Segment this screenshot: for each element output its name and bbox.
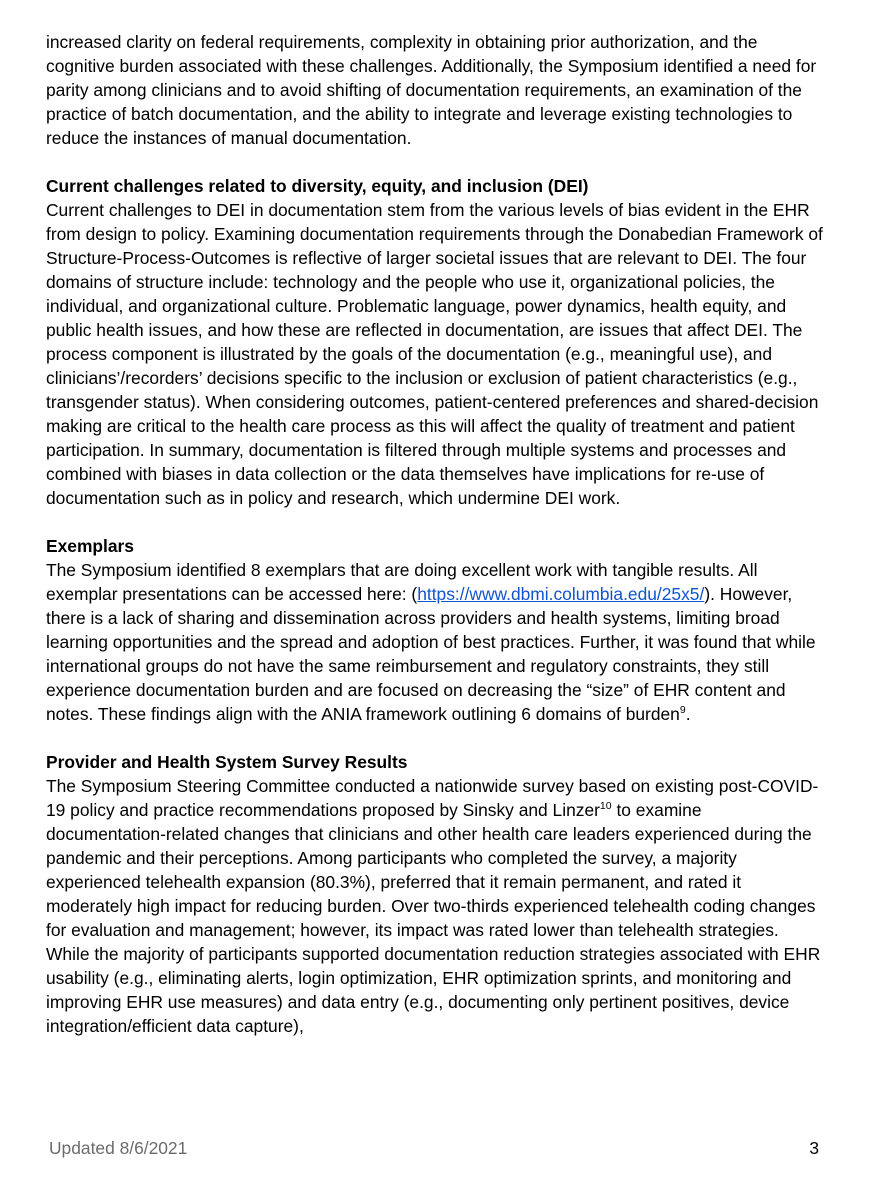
footer-updated-date: Updated 8/6/2021 bbox=[49, 1138, 188, 1158]
intro-paragraph: increased clarity on federal requirements, complexity in obtaining prior authorization, and the cognitive burden associated with these challenges. Additionally, the Symposium identified a need for parity among clinicians and to avoid shifting of documentation requirements, an examination of the practice of batch documentation, and the ability to integrate and leverage existing technologies to reduce the instances of manual documentation. bbox=[46, 32, 817, 148]
survey-heading: Provider and Health System Survey Results bbox=[46, 752, 408, 772]
survey-text-end: to examine documentation-related changes that clinicians and other health care leaders experienced during the pandemic and their perceptions. Among participants who completed the survey, a majority experienced telehealth expansion (80.3%), preferred that it remain permanent, and rated it moderately high impact for reducing burden. Over two-thirds experienced telehealth coding changes for evaluation and management; however, its impact was rated lower than telehealth strategies. While the majority of participants supported documentation reduction strategies associated with EHR usability (e.g., eliminating alerts, login optimization, EHR optimization sprints, and monitoring and improving EHR use measures) and data entry (e.g., documenting only pertinent positives, device integration/efficient data capture), bbox=[46, 800, 821, 1036]
survey-paragraph bbox=[46, 774, 826, 1038]
document-body bbox=[46, 30, 826, 1038]
exemplars-text-end: . bbox=[685, 704, 691, 724]
exemplars-link[interactable]: https://www.dbmi.columbia.edu/25x5/ bbox=[417, 584, 705, 604]
footnote-ref-10: 10 bbox=[599, 800, 612, 813]
page-number: 3 bbox=[809, 1138, 819, 1158]
exemplars-section bbox=[46, 534, 826, 726]
footnote-ref-9: 9 bbox=[679, 704, 686, 717]
survey-section bbox=[46, 750, 826, 1038]
dei-heading: Current challenges related to diversity, equity, and inclusion (DEI) bbox=[46, 176, 589, 196]
exemplars-text-middle: ). However, there is a lack of sharing and dissemination across providers and health systems, limiting broad learning opportunities and the spread and adoption of best practices. Further, it was found that while international groups do not have the same reimbursement and regulatory constraints, they still experience documentation burden and are focused on decreasing the “size” of EHR content and notes. These findings align with the ANIA framework outlining 6 domains of burden bbox=[46, 584, 816, 724]
dei-paragraph: Current challenges to DEI in documentation stem from the various levels of bias evident in the EHR from design to policy. Examining documentation requirements through the Donabedian Framework of Structure-Process-Outcomes is reflective of larger societal issues that are relevant to DEI. The four domains of structure include: technology and the people who use it, organizational policies, the individual, and organizational culture. Problematic language, power dynamics, health equity, and public health issues, and how these are reflected in documentation, are issues that affect DEI. The process component is illustrated by the goals of the documentation (e.g., meaningful use), and clinicians’/recorders’ decisions specific to the inclusion or exclusion of patient characteristics (e.g., transgender status). When considering outcomes, patient-centered preferences and shared-decision making are critical to the health care process as this will affect the quality of treatment and patient participation. In summary, documentation is filtered through multiple systems and processes and combined with biases in data collection or the data themselves have implications for re-use of documentation such as in policy and research, which undermine DEI work. bbox=[46, 200, 823, 508]
survey-text-start: The Symposium Steering Committee conducted a nationwide survey based on existing post-COVID-19 policy and practice recommendations proposed by Sinsky and Linzer bbox=[46, 776, 819, 820]
exemplars-heading: Exemplars bbox=[46, 536, 134, 556]
exemplars-paragraph bbox=[46, 558, 826, 726]
dei-section bbox=[46, 174, 826, 510]
exemplars-text-start: The Symposium identified 8 exemplars that are doing excellent work with tangible results. All exemplar presentations can be accessed here: ( bbox=[46, 560, 758, 604]
